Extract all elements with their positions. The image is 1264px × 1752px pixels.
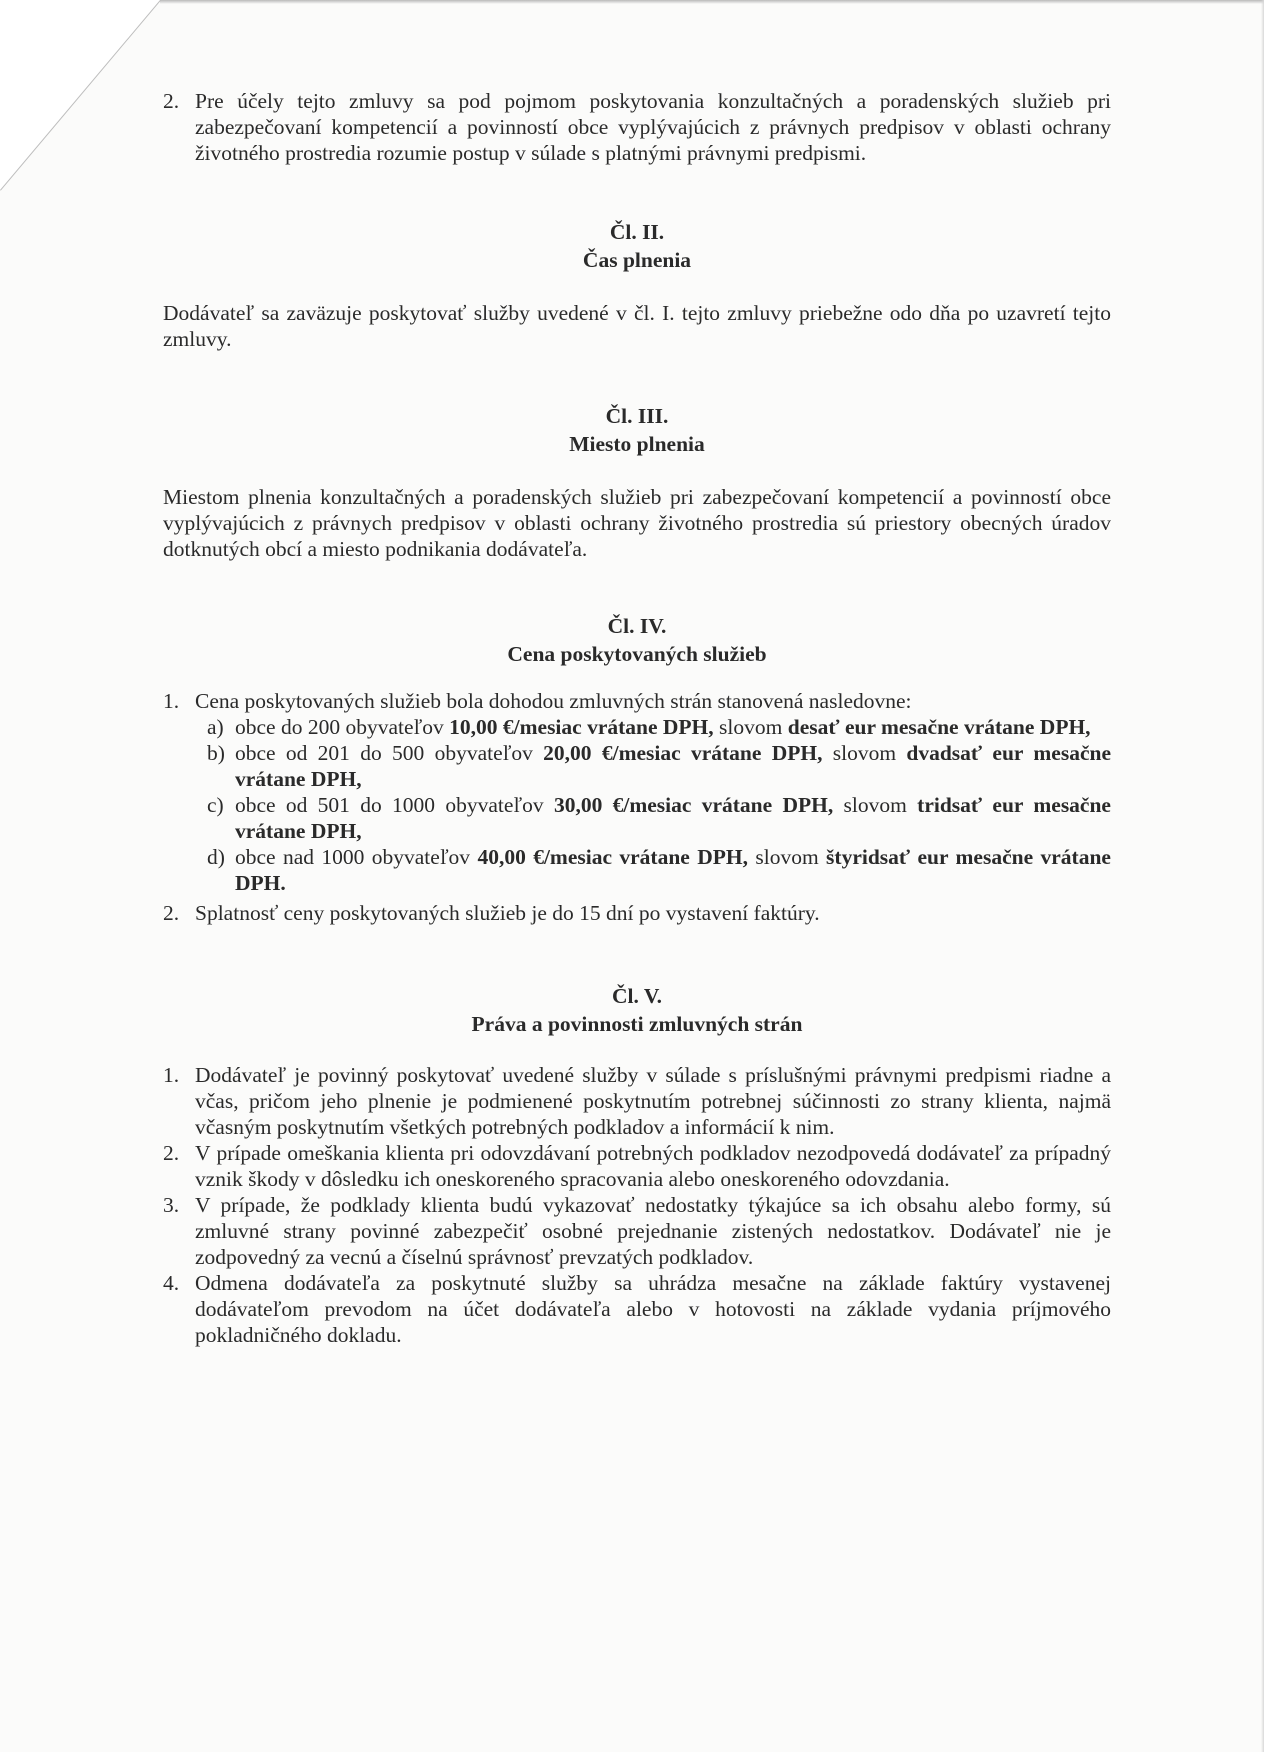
section-title: Čas plnenia: [582, 248, 692, 272]
rights-list: [163, 1062, 1111, 1348]
section-number: Čl. IV.: [607, 614, 667, 638]
subitem-price-words: dvadsať eur mesačne vrátane DPH,: [235, 741, 1111, 791]
subitem-price: 20,00 €/mesiac vrátane DPH,: [543, 741, 823, 765]
list-item: [163, 1192, 1111, 1270]
list-text: V prípade omeškania klienta pri odovzdávaní potrebných podkladov nezodpovedá dodávateľ za prípadný vznik škody v dôsledku ich oneskoreného spracovania alebo oneskoreného odovzdania.: [195, 1141, 1111, 1191]
subitem-population: obce od 201 do 500 obyvateľov: [235, 741, 544, 765]
list-item: [163, 900, 1111, 926]
subitem-price-words: desať eur mesačne vrátane DPH,: [787, 715, 1091, 739]
subitem-text: [235, 714, 1111, 740]
price-subitem: [163, 714, 1111, 740]
section-number: Čl. V.: [612, 984, 662, 1008]
list-item: [163, 688, 1111, 714]
list-text: Splatnosť ceny poskytovaných služieb je do 15 dní po vystavení faktúry.: [195, 901, 820, 925]
price-subitem: [163, 740, 1111, 792]
section-paragraph: Miestom plnenia konzultačných a poradenských služieb pri zabezpečovaní kompetencií a povinností obce vyplývajúcich z právnych predpisov v oblasti ochrany životného prostredia sú priestory obecných úradov dotknutých obcí a miesto podnikania dodávateľa.: [163, 485, 1111, 561]
subitem-population: obce do 200 obyvateľov: [235, 715, 450, 739]
price-subitem: [163, 844, 1111, 896]
list-text: Dodávateľ je povinný poskytovať uvedené služby v súlade s príslušnými právnymi predpismi riadne a včas, pričom jeho plnenie je podmienené poskytnutím potrebnej súčinnosti zo strany klienta, najmä včasným poskytnutím všetkých potrebných podkladov a informácií k nim.: [195, 1063, 1111, 1139]
subitem-price: 10,00 €/mesiac vrátane DPH,: [449, 715, 714, 739]
price-subitem: [163, 792, 1111, 844]
subitem-connector: slovom: [822, 741, 907, 765]
subitem-price-words: tridsať eur mesačne vrátane DPH,: [235, 793, 1111, 843]
subitem-connector: slovom: [747, 845, 827, 869]
section-title: Cena poskytovaných služieb: [507, 642, 767, 666]
document-body: [163, 88, 1111, 1348]
price-sublist: [163, 714, 1111, 896]
subitem-connector: slovom: [713, 715, 788, 739]
subitem-connector: slovom: [833, 793, 918, 817]
list-number: 1.: [163, 689, 180, 713]
list-number: 2.: [163, 901, 180, 925]
subitem-population: obce nad 1000 obyvateľov: [235, 845, 478, 869]
list-number: 1.: [163, 1063, 180, 1087]
list-text: Odmena dodávateľa za poskytnuté služby sa uhrádza mesačne na základe faktúry vystavenej dodávateľom prevodom na účet dodávateľa alebo v hotovosti na základe vydania príjmového pokladničného dokladu.: [195, 1271, 1111, 1347]
list-item: [163, 1140, 1111, 1192]
intro-list-item: [163, 88, 1111, 166]
subitem-label: d): [207, 845, 225, 869]
subitem-text: [235, 844, 1111, 896]
section-title: Práva a povinnosti zmluvných strán: [471, 1012, 803, 1036]
list-text: Cena poskytovaných služieb bola dohodou zmluvných strán stanovená nasledovne:: [195, 689, 912, 713]
section-number: Čl. III.: [605, 404, 669, 428]
list-item: [163, 1062, 1111, 1140]
section-heading: [163, 612, 1111, 668]
list-number: 3.: [163, 1193, 180, 1217]
list-number: 2.: [163, 1141, 180, 1165]
folded-corner-shadow: [0, 0, 170, 200]
subitem-label: a): [207, 715, 224, 739]
section-heading: [163, 982, 1111, 1038]
subitem-price-words: štyridsať eur mesačne vrátane DPH.: [235, 845, 1111, 895]
subitem-label: c): [207, 793, 224, 817]
scan-edge-top: [160, 0, 1264, 4]
section-paragraph: Dodávateľ sa zaväzuje poskytovať služby uvedené v čl. I. tejto zmluvy priebežne odo dňa po uzavretí tejto zmluvy.: [163, 301, 1111, 351]
section-heading: [163, 402, 1111, 458]
section-number: Čl. II.: [609, 220, 665, 244]
list-item: [163, 1270, 1111, 1348]
list-text: V prípade, že podklady klienta budú vykazovať nedostatky týkajúce sa ich obsahu alebo formy, sú zmluvné strany povinné zabezpečiť osobné prejednanie zistených nedostatkov. Dodávateľ nie je zodpovedný za vecnú a číselnú správnosť prevzatých podkladov.: [195, 1193, 1111, 1269]
subitem-population: obce od 501 do 1000 obyvateľov: [235, 793, 554, 817]
section-heading: [163, 218, 1111, 274]
subitem-text: [235, 792, 1111, 844]
list-number: 2.: [163, 89, 180, 113]
subitem-text: [235, 740, 1111, 792]
subitem-price: 30,00 €/mesiac vrátane DPH,: [553, 793, 834, 817]
section-title: Miesto plnenia: [569, 432, 705, 456]
list-number: 4.: [163, 1271, 180, 1295]
subitem-price: 40,00 €/mesiac vrátane DPH,: [477, 845, 748, 869]
subitem-label: b): [207, 741, 225, 765]
list-text: Pre účely tejto zmluvy sa pod pojmom poskytovania konzultačných a poradenských služieb pri zabezpečovaní kompetencií a povinností obce vyplývajúcich z právnych predpisov v oblasti ochrany životného prostredia rozumie postup v súlade s platnými právnymi predpismi.: [195, 89, 1111, 165]
